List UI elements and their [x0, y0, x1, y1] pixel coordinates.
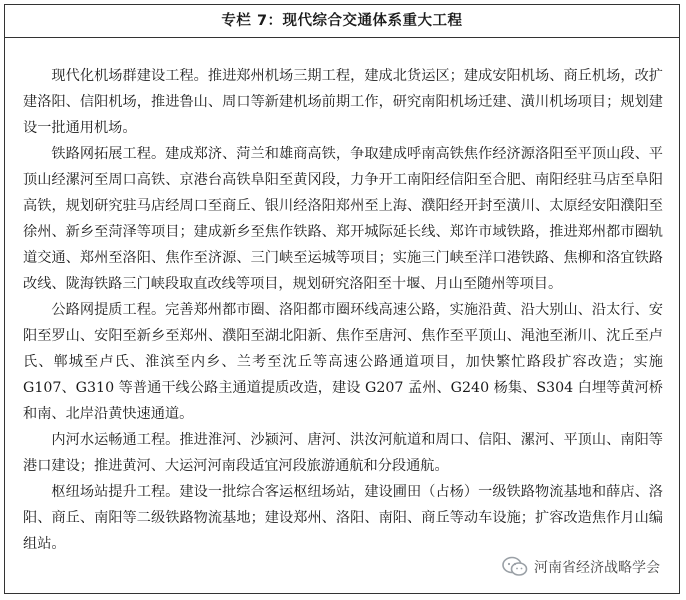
watermark-text: 河南省经济战略学会: [534, 560, 660, 576]
column-box: [4, 4, 680, 594]
paragraph-airport: 现代化机场群建设工程。推进郑州机场三期工程，建成北货运区；建成安阳机场、商丘机场，改扩建洛阳、信阳机场，推进鲁山、周口等新建机场前期工作，研究南阳机场迁建、潢川机场项目；规划建设一批通用机场。: [23, 68, 663, 136]
paragraph-waterway: 内河水运畅通工程。推进淮河、沙颍河、唐河、洪汝河航道和周口、信阳、漯河、平顶山、南阳等港口建设；推进黄河、大运河河南段适宜河段旅游通航和分段通航。: [23, 432, 663, 474]
paragraph-railway: 铁路网拓展工程。建成郑济、菏兰和雄商高铁，争取建成呼南高铁焦作经济源洛阳至平顶山段、平顶山经漯河至周口高铁、京港台高铁阜阳至黄冈段，力争开工南阳经信阳至合肥、南阳经驻马店至阜阳高铁，规划研究驻马店经周口至商丘、银川经洛阳郑州至上海、濮阳经开封至潢川、太原经安阳濮阳至徐州、新乡至菏泽等项目；建成新乡至焦作铁路、郑开城际延长线、郑许市域铁路，推进郑州都市圈轨道交通、郑州至洛阳、焦作至济源、三门峡至运城等项目；实施三门峡至洋口港铁路、焦柳和洛宜铁路改线、陇海铁路三门峡段取直改线等项目，规划研究洛阳至十堰、月山至随州等项目。: [23, 146, 663, 292]
wechat-watermark: [498, 554, 664, 580]
box-title: 专栏 7：现代综合交通体系重大工程: [5, 5, 679, 38]
paragraph-highway: 公路网提质工程。完善郑州都市圈、洛阳都市圈环线高速公路，实施沿黄、沿大别山、沿太行、安阳至罗山、安阳至新乡至郑州、濮阳至湖北阳新、焦作至唐河、焦作至平顶山、渑池至淅川、沈丘至卢氏、郸城至卢氏、淮滨至内乡、兰考至沈丘等高速公路通道项目，加快繁忙路段扩容改造；实施 G107、G310 等普通干线公路主通道提质改造，建设 G207 孟州、G240 杨集、S304 白埋等黄河桥和南、北岸沿黄快速通道。: [23, 302, 663, 422]
wechat-icon: [502, 556, 528, 578]
box-content: [23, 63, 663, 557]
paragraph-hub: 枢纽场站提升工程。建设一批综合客运枢纽场站，建设圃田（占杨）一级铁路物流基地和薛店、洛阳、商丘、南阳等二级铁路物流基地；建设郑州、洛阳、南阳、商丘等动车设施；扩容改造焦作月山编组站。: [23, 484, 663, 552]
